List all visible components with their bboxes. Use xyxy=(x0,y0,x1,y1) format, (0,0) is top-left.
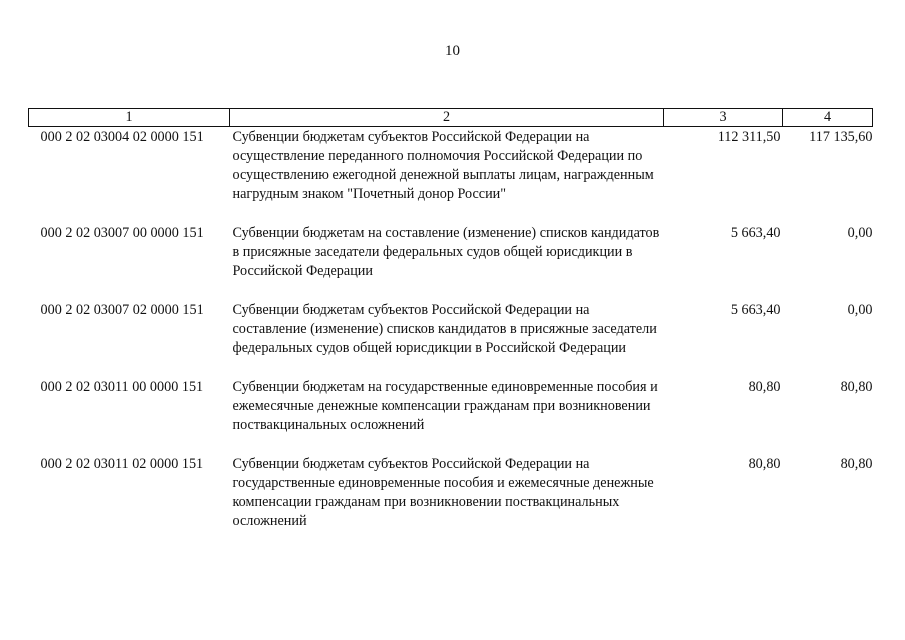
table-row xyxy=(29,377,873,454)
value-column-4-cell: 80,80 xyxy=(840,456,873,472)
value-column-4-cell: 117 135,60 xyxy=(809,129,873,145)
budget-table xyxy=(28,108,873,531)
value-column-4-cell: 0,00 xyxy=(847,225,873,241)
table-body xyxy=(29,127,873,532)
budget-code-cell: 000 2 02 03007 02 0000 151 xyxy=(40,302,204,318)
description-cell: Субвенции бюджетам субъектов Российской Федерации на государственные единовременные пособия и ежемесячные денежные компенсации гражданам при возникновении поствакцинальных осложнений xyxy=(232,456,654,529)
table-row xyxy=(29,223,873,300)
budget-code-cell: 000 2 02 03011 02 0000 151 xyxy=(40,456,204,472)
column-header-3: 3 xyxy=(664,109,783,127)
description-cell: Субвенции бюджетам на государственные единовременные пособия и ежемесячные денежные компенсации гражданам при возникновении поствакцинальных осложнений xyxy=(232,379,658,433)
column-header-1: 1 xyxy=(29,109,230,127)
page-number: 10 xyxy=(445,43,460,59)
value-column-3-cell: 80,80 xyxy=(748,456,781,472)
value-column-3-cell: 5 663,40 xyxy=(730,302,781,318)
description-cell: Субвенции бюджетам субъектов Российской Федерации на составление (изменение) списков кандидатов в присяжные заседатели федеральных судов общей юрисдикции в Российской Федерации xyxy=(232,302,657,356)
table-header xyxy=(29,109,873,127)
budget-code-cell: 000 2 02 03004 02 0000 151 xyxy=(40,129,204,145)
description-cell: Субвенции бюджетам субъектов Российской Федерации на осуществление переданного полномочия Российской Федерации по осуществлению ежегодной денежной выплаты лицам, награжденным нагрудным знаком "Почетный донор России" xyxy=(232,129,654,202)
description-cell: Субвенции бюджетам на составление (изменение) списков кандидатов в присяжные заседатели федеральных судов общей юрисдикции в Российской Федерации xyxy=(232,225,660,279)
value-column-3-cell: 80,80 xyxy=(748,379,781,395)
table-row xyxy=(29,127,873,224)
value-column-4-cell: 0,00 xyxy=(847,302,873,318)
table-row xyxy=(29,454,873,531)
budget-code-cell: 000 2 02 03011 00 0000 151 xyxy=(40,379,204,395)
budget-code-cell: 000 2 02 03007 00 0000 151 xyxy=(40,225,204,241)
column-header-4: 4 xyxy=(783,109,873,127)
header-row xyxy=(29,109,873,127)
table-row xyxy=(29,300,873,377)
value-column-3-cell: 112 311,50 xyxy=(717,129,781,145)
value-column-3-cell: 5 663,40 xyxy=(730,225,781,241)
column-header-2: 2 xyxy=(230,109,664,127)
value-column-4-cell: 80,80 xyxy=(840,379,873,395)
